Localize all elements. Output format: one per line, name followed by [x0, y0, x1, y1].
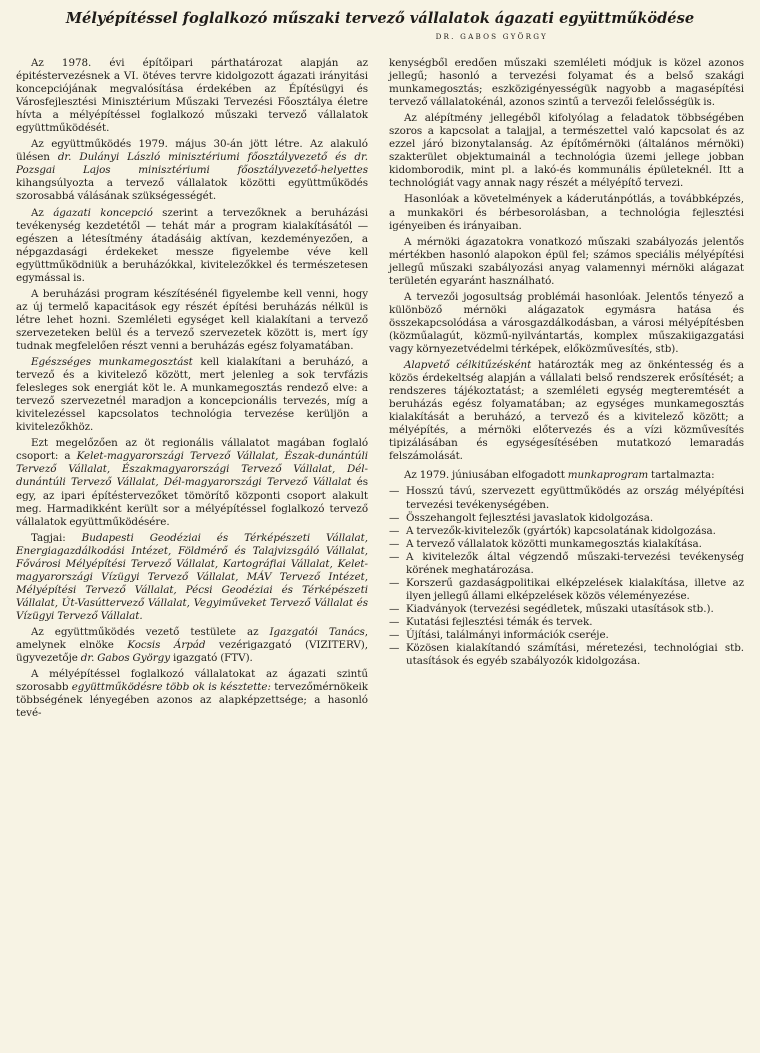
list-item: — Kutatási fejlesztési témák és tervek.: [389, 616, 744, 629]
italic-run: Budapesti Geodéziai és Térképészeti Vállalat, Energiagazdálkodási Intézet, Földmérő és Talajvizsgáló Vállalat, Fővárosi Mélyépítési Tervező Vállalat, Kartográfiai Vállalat, Kelet-magyarországi Vízügyi Tervező Vállalat, MÁV Tervező Intézet, Mélyépítési Tervező Vállalat, Pécsi Geodéziai és Térképészeti Vállalat, Út-Vasúttervező Vállalat, Vegyiműveket Tervező Vállalat és Vízügyi Tervező Vállalat.: [16, 531, 368, 622]
italic-run: Igazgatói Tanács: [269, 625, 365, 638]
text-run: Az 1979. júniusában elfogadott: [404, 469, 568, 482]
paragraph: [16, 532, 368, 623]
italic-run: munkaprogram: [567, 469, 649, 482]
list-item: — Újítási, találmányi információk cseréje.: [389, 629, 744, 642]
list-item: — Korszerű gazdaságpolitikai elképzelések kialakítása, illetve az ilyen jellegű állami elképzelések közös véleményezése.: [389, 577, 744, 603]
right-column: [389, 57, 744, 723]
text-run: Az együttműködés 1979. május 30-án jött létre. Az alakuló ülésen: [16, 138, 368, 164]
text-run: határozták meg az önkéntesség és a közös érdekeltség alapján a vállalati belső rendszerek erősítését; a rendszeres tájékoztatást; a szemléleti egység megteremtését a beruházás egész folyamatában; az egységes munkamegosztás kialakítását a beruházó, a tervező és a kivitelező között; a mélyépítés, a mérnöki előtervezés és a vízi közművesítés tipizálásában és egységesítésében mutatkozó lemaradás felszámolását.: [389, 359, 744, 463]
list-item: — Összehangolt fejlesztési javaslatok kidolgozása.: [389, 512, 744, 525]
italic-run: dr. Gabos György: [80, 652, 170, 665]
text-run: Az: [31, 206, 54, 219]
article-body: [16, 57, 744, 723]
text-run: tartalmazta:: [648, 469, 715, 482]
paragraph: [16, 356, 368, 434]
text-run: Ezt megelőzően az öt regionális vállalatot magában foglaló csoport: a: [16, 437, 368, 463]
paragraph: [16, 437, 368, 528]
paragraph: A tervezői jogosultság problémái hasonlóak. Jelentős tényező a különböző mérnöki alágazatok egymásra hatása és összekapcsolódása a városgazdálkodásban, a városi mélyépítésben (közműalagút, közmű-nyilvántartás, komplex műszakiigazgatási vagy környezetvédelmi térképek, előközművesítés, stb).: [389, 290, 744, 355]
paragraph: kenységből eredően műszaki szemléleti módjuk is közel azonos jellegű; hasonló a tervezési folyamat és a belső szakági munkamegosztás; eszközigényességük nagyobb a magasépítési tervező vállalatokénál, azonos szintű a tervezői felelősségük is.: [389, 57, 744, 109]
list-item: — A kivitelezők által végzendő műszaki-tervezési tevékenység körének meghatározása.: [389, 551, 744, 577]
article-title: Mélyépítéssel foglalkozó műszaki tervező vállalatok ágazati együttműködése: [65, 10, 695, 27]
left-column: [16, 57, 368, 723]
list-item: — Hosszú távú, szervezett együttműködés az ország mélyépítési tervezési tevékenységében.: [389, 485, 744, 511]
paragraph: Az alépítmény jellegéből kifolyólag a feladatok többségében szoros a kapcsolat a talajjal, a természettel való kapcsolat és az ezzel járó bizonytalanság. Az építőmérnöki (általános mérnöki) szakterület objektumainál a technológia üzemi jellege jobban kidomborodik, mint pl. a lakó-és kommunális épületeknél. Itt a technológiát vagy annak nagy részét a mélyépítő tervezi.: [389, 112, 744, 190]
text-run: és egy, az ipari építéstervezőket tömörítő központi csoport alakult meg. Harmadikként került sor a mélyépítéssel foglalkozó tervező vállalatok együttműködésére.: [16, 476, 368, 528]
italic-run: együttműködésre több ok is késztette:: [71, 681, 271, 694]
text-run: vezérigazgató (VIZITERV), ügyvezetője: [16, 639, 369, 665]
text-run: igazgató (FTV).: [170, 652, 253, 665]
paragraph: [16, 138, 368, 203]
text-run: kihangsúlyozta a tervező vállalatok közötti együttműködés szorosabbá válásának szükségességét.: [16, 177, 368, 203]
text-run: , amelynek elnöke: [16, 625, 368, 652]
paragraph: [16, 207, 368, 285]
italic-run: Egészséges munkamegosztást: [31, 356, 193, 369]
work-program-list: [389, 485, 744, 668]
list-item: — Kiadványok (tervezési segédletek, műszaki utasítások stb.).: [389, 603, 744, 616]
paragraph: [389, 469, 744, 482]
text-run: A mélyépítéssel foglalkozó vállalatokat az ágazati szintű szorosabb: [16, 668, 368, 694]
italic-run: Alapvető célkitűzésként: [404, 359, 532, 372]
text-run: kell kialakítani a beruházó, a tervező és a kivitelező között, mert jelenleg a sok tervfázis felesleges sok energiát köt le. A munkamegosztás rendező elve: a tervező szervezetnél maradjon a koncepcionális tervezés, míg a kivitelezéssel kapcsolatos technológia tervezése kerüljön a kivitelezőkhöz.: [16, 356, 368, 434]
list-item: — Közösen kialakítandó számítási, méretezési, technológiai stb. utasítások és egyéb szabályozók kidolgozása.: [389, 642, 744, 668]
paragraph: [16, 668, 368, 720]
paragraph: Az 1978. évi építőipari párthatározat alapján az épitéstervezésnek a VI. ötéves tervre kidolgozott ágazati irányitási koncepciójának megvalósítása érdekében az Építésügyi és Városfejlesztési Minisztérium Műszaki Tervezési Főosztálya életre hívta a mélyépítéssel foglalkozó műszaki tervező vállalatok együttműködését.: [16, 57, 368, 135]
italic-run: Kelet-magyarországi Tervező Vállalat, Észak-dunántúli Tervező Vállalat, Északmagyarországi Tervező Vállalat, Dél-dunántúli Tervező Vállalat, Dél-magyarországi Tervező Vállalat: [16, 450, 368, 489]
italic-run: Kocsis Árpád: [127, 639, 206, 652]
text-run: Az együttműködés vezető testülete az: [31, 625, 270, 638]
text-run: Tagjai:: [31, 531, 82, 544]
paragraph: A mérnöki ágazatokra vonatkozó műszaki szabályozás jelentős mértékben hasonló alapokon épül fel; számos speciális mélyépítési jellegű műszaki szabályozási anyag valamennyi mérnöki alágazat területén egyaránt használható.: [389, 235, 744, 287]
paragraph: A beruházási program készítésénél figyelembe kell venni, hogy az új termelő kapacitások egy részét építési beruházás nélkül is létre lehet hozni. Szemléleti egységet kell kialakítani a tervező szervezeteken belül és a tervező szervezetek között is, mert így tudnak megfelelően részt venni a beruházás egész folyamatában.: [16, 287, 368, 352]
list-item: — A tervezők-kivitelezők (gyártók) kapcsolatának kidolgozása.: [389, 525, 744, 538]
italic-run: ágazati koncepció: [53, 206, 153, 219]
paragraph: [16, 626, 368, 665]
article-author: DR. GABOS GYÖRGY: [435, 32, 548, 41]
text-run: szerint a tervezőknek a beruházási tevékenység kezdetétől — tehát már a program kialakításától — egészen a létesítmény átadásáig aktívan, kezdeményezően, a népgazdasági érdekeket messze figyelembe véve kell együttműködniük a beruházókkal, kivitelezőkkel és természetesen egymással is.: [16, 206, 368, 284]
paragraph: Hasonlóak a követelmények a káderutánpótlás, a továbbképzés, a munkaköri és bérbesorolásban, a technológia fejlesztési igényeiben és irányaiban.: [389, 193, 744, 232]
text-run: tervezőmérnökeik többségének lényegében azonos az alapképzettsége; a hasonló tevé-: [16, 681, 368, 720]
paragraph: [389, 359, 744, 463]
italic-run: dr. Dulányi László minisztériumi főosztályvezető és dr. Pozsgai Lajos minisztériumi főosztályvezető-helyettes: [16, 151, 368, 177]
list-item: — A tervező vállalatok közötti munkamegosztás kialakítása.: [389, 538, 744, 551]
